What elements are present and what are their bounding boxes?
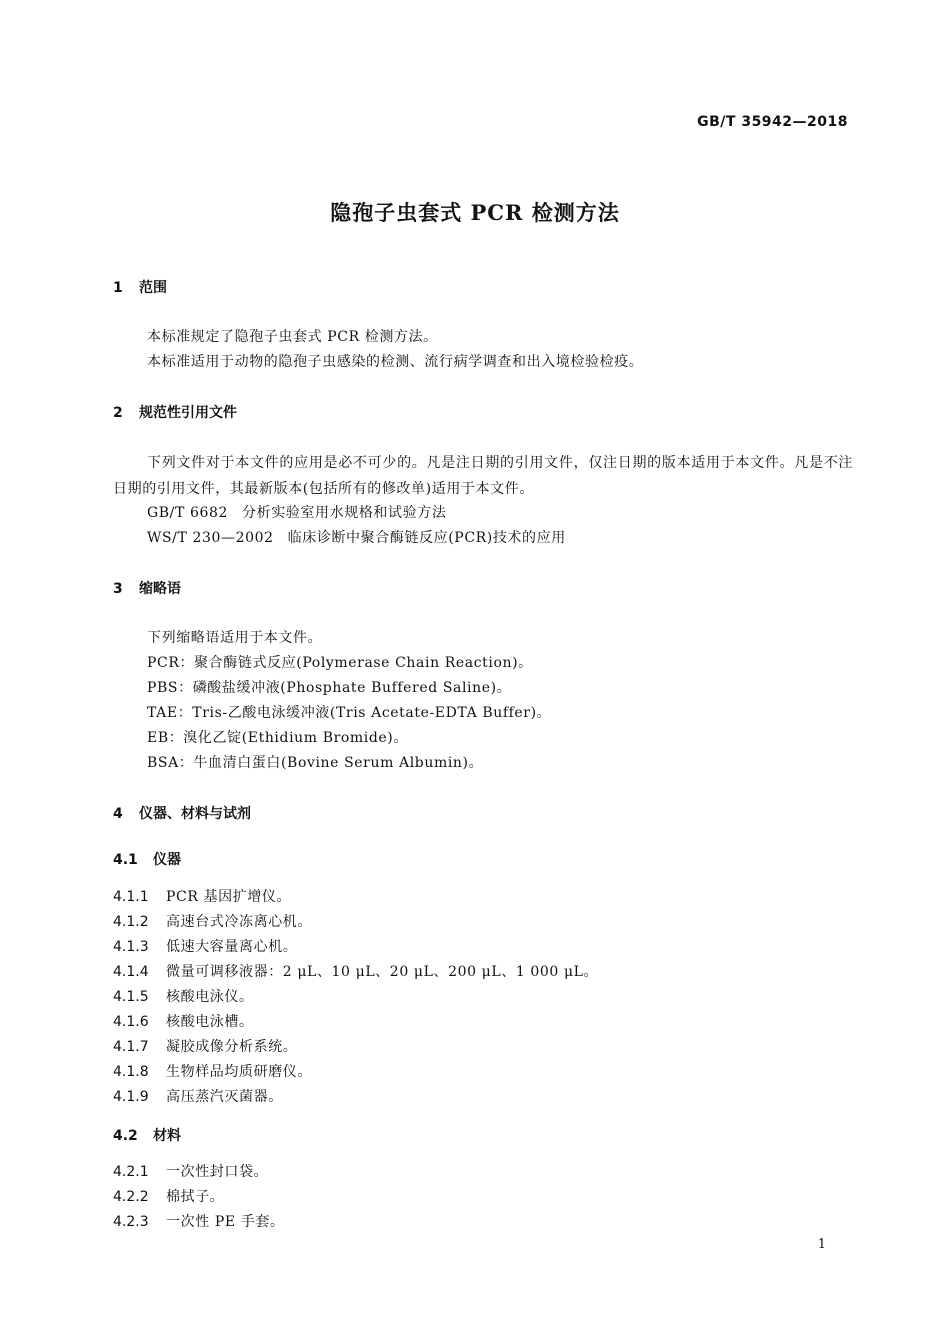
scope-paragraph-2: 本标准适用于动物的隐孢子虫感染的检测、流行病学调查和出入境检验检疫。 [147, 354, 644, 370]
subsection-number: 4.2 [113, 1128, 138, 1144]
section-title: 缩略语 [139, 581, 181, 597]
material-item [113, 1186, 224, 1206]
normative-intro: 下列文件对于本文件的应用是必不可少的。凡是注日期的引用文件，仅注日期的版本适用于本文件。凡是不注日期的引用文件，其最新版本(包括所有的修改单)适用于本文件。 [113, 455, 853, 497]
clause-number: 4.1.2 [113, 914, 149, 930]
instrument-item [113, 1061, 312, 1081]
section-3-heading [113, 578, 181, 598]
section-number: 1 [113, 280, 123, 296]
reference-code: WS/T 230—2002 [147, 530, 274, 546]
instrument-item [113, 911, 312, 931]
clause-number: 4.1.1 [113, 889, 149, 905]
clause-text: 低速大容量离心机。 [166, 939, 298, 955]
subsection-4-1-heading [113, 849, 181, 869]
instrument-item [113, 886, 291, 906]
instrument-item [113, 1011, 254, 1031]
clause-text: 生物样品均质研磨仪。 [166, 1064, 312, 1080]
clause-number: 4.2.1 [113, 1164, 149, 1180]
clause-text: 棉拭子。 [166, 1189, 225, 1205]
material-item [113, 1161, 268, 1181]
clause-text: 高速台式冷冻离心机。 [166, 914, 312, 930]
clause-number: 4.1.7 [113, 1039, 149, 1055]
abbrev-item: TAE：Tris-乙酸电泳缓冲液(Tris Acetate-EDTA Buffer)。 [147, 705, 552, 721]
subsection-title: 材料 [153, 1128, 181, 1144]
reference-name: 临床诊断中聚合酶链反应(PCR)技术的应用 [287, 530, 566, 546]
subsection-title: 仪器 [153, 852, 181, 868]
standard-code: GB/T 35942—2018 [697, 114, 848, 130]
section-title: 仪器、材料与试剂 [139, 806, 251, 822]
instrument-item [113, 961, 598, 981]
section-4-heading [113, 803, 251, 823]
clause-text: 核酸电泳仪。 [166, 989, 254, 1005]
subsection-number: 4.1 [113, 852, 138, 868]
clause-text: 凝胶成像分析系统。 [166, 1039, 298, 1055]
abbrev-item: BSA：牛血清白蛋白(Bovine Serum Albumin)。 [147, 755, 484, 771]
document-title: 隐孢子虫套式 PCR 检测方法 [330, 200, 620, 225]
subsection-4-2-heading [113, 1125, 181, 1145]
reference-code: GB/T 6682 [147, 505, 229, 521]
clause-number: 4.2.2 [113, 1189, 149, 1205]
clause-number: 4.1.5 [113, 989, 149, 1005]
clause-text: 一次性 PE 手套。 [166, 1214, 285, 1230]
abbrev-item: EB：溴化乙锭(Ethidium Bromide)。 [147, 730, 408, 746]
instrument-item [113, 936, 297, 956]
abbrev-intro: 下列缩略语适用于本文件。 [147, 630, 323, 646]
clause-number: 4.2.3 [113, 1214, 149, 1230]
clause-number: 4.1.6 [113, 1014, 149, 1030]
page-number: 1 [817, 1237, 826, 1252]
clause-number: 4.1.3 [113, 939, 149, 955]
abbrev-item: PBS：磷酸盐缓冲液(Phosphate Buffered Saline)。 [147, 680, 512, 696]
section-number: 2 [113, 405, 123, 421]
scope-paragraph-1: 本标准规定了隐孢子虫套式 PCR 检测方法。 [147, 329, 438, 345]
clause-text: PCR 基因扩增仪。 [166, 889, 292, 905]
section-1-heading [113, 277, 167, 297]
instrument-item [113, 1086, 283, 1106]
reference-name: 分析实验室用水规格和试验方法 [242, 505, 447, 521]
instrument-item [113, 1036, 297, 1056]
material-item [113, 1211, 285, 1231]
section-2-heading [113, 402, 237, 422]
clause-number: 4.1.9 [113, 1089, 149, 1105]
instrument-item [113, 986, 254, 1006]
clause-number: 4.1.8 [113, 1064, 149, 1080]
clause-number: 4.1.4 [113, 964, 149, 980]
clause-text: 一次性封口袋。 [166, 1164, 269, 1180]
reference-item [147, 527, 566, 547]
clause-text: 微量可调移液器：2 μL、10 μL、20 μL、200 μL、1 000 μL。 [166, 964, 599, 980]
abbrev-item: PCR：聚合酶链式反应(Polymerase Chain Reaction)。 [147, 655, 533, 671]
section-title: 范围 [139, 280, 167, 296]
reference-item [147, 502, 446, 522]
section-number: 4 [113, 806, 123, 822]
section-number: 3 [113, 581, 123, 597]
section-title: 规范性引用文件 [139, 405, 237, 421]
clause-text: 高压蒸汽灭菌器。 [166, 1089, 283, 1105]
clause-text: 核酸电泳槽。 [166, 1014, 254, 1030]
